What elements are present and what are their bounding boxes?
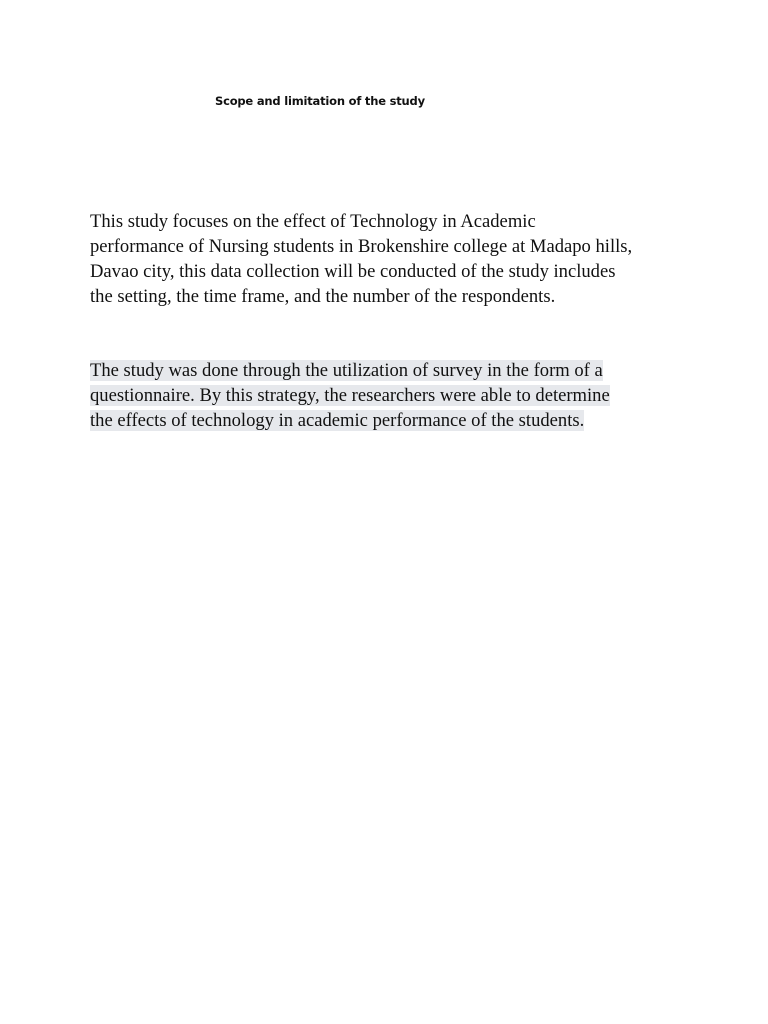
- paragraph-line: This study focuses on the effect of Technology in Academic: [90, 211, 536, 232]
- paragraph-line: Davao city, this data collection will be conducted of the study includes: [90, 261, 616, 282]
- highlighted-text: questionnaire. By this strategy, the researchers were able to determine: [90, 385, 610, 406]
- paragraph-line: [90, 358, 690, 383]
- highlighted-text: The study was done through the utilization of survey in the form of a: [90, 360, 603, 381]
- paragraph-scope: [90, 209, 690, 309]
- paragraph-line: [90, 408, 690, 433]
- paragraph-line: the setting, the time frame, and the number of the respondents.: [90, 286, 556, 307]
- highlighted-text: the effects of technology in academic performance of the students.: [90, 410, 585, 431]
- paragraph-method-highlighted: [90, 358, 690, 433]
- document-heading: Scope and limitation of the study: [215, 94, 425, 108]
- paragraph-line: performance of Nursing students in Brokenshire college at Madapo hills,: [90, 236, 633, 257]
- paragraph-line: [90, 383, 690, 408]
